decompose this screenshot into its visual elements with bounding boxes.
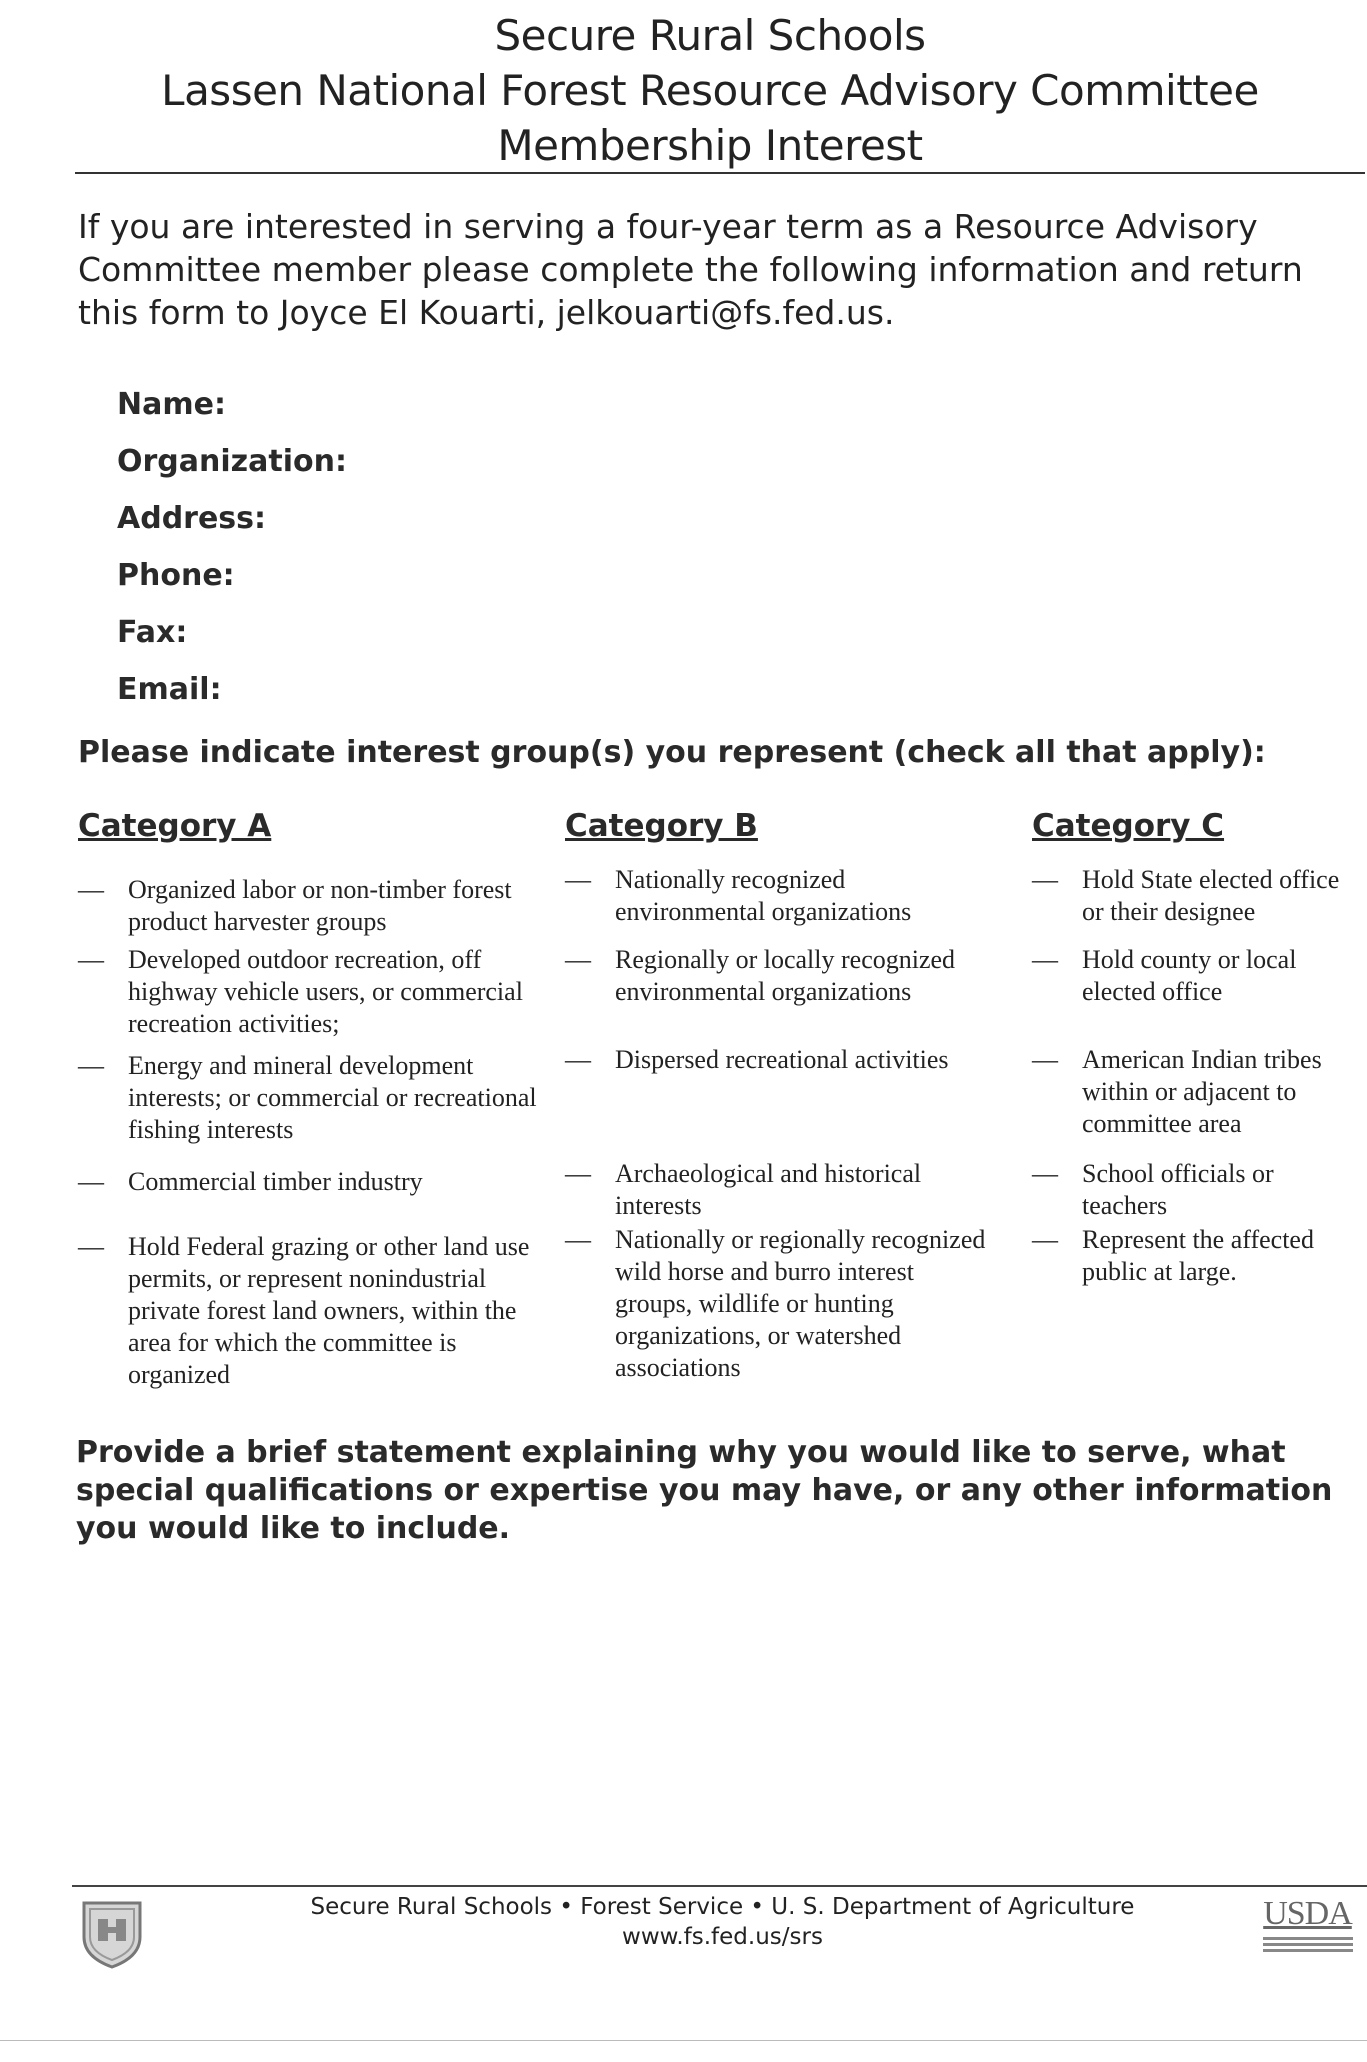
footer-website-link[interactable]: www.fs.fed.us/srs (622, 1924, 823, 1950)
footer-line-1: Secure Rural Schools • Forest Service • U. S. Department of Agriculture (310, 1894, 1135, 1920)
category-b-item-1-label: Nationally recognized environmental organizations (615, 865, 912, 926)
page-bottom-edge (0, 2040, 1367, 2041)
category-a-heading: Category A (78, 808, 272, 844)
checkbox-blank[interactable]: — (78, 1232, 104, 1261)
checkbox-blank[interactable]: — (1032, 1225, 1058, 1254)
category-b-item-3-label: Dispersed recreational activities (615, 1045, 949, 1074)
title-line-2: Lassen National Forest Resource Advisory Committee (161, 66, 1259, 115)
checkbox-blank[interactable]: — (1032, 1045, 1058, 1074)
category-a-item-5-label: Hold Federal grazing or other land use permits, or represent nonindustrial private forest land owners, within the area for which the committee is organized (128, 1232, 530, 1389)
checkbox-blank[interactable]: — (78, 1167, 104, 1196)
intro-paragraph: If you are interested in serving a four-year term as a Resource Advisory Committee member please complete the following information and return this form to Joyce El Kouarti, jelkouarti@fs.fed.us. (78, 207, 1303, 332)
checkbox-blank[interactable]: — (1032, 1159, 1058, 1188)
category-c-item-2[interactable] (1032, 944, 1362, 1008)
checkbox-blank[interactable]: — (1032, 865, 1058, 894)
category-a-item-3-label: Energy and mineral development interests; or commercial or recreational fishing interests (128, 1051, 537, 1144)
category-b-item-2-label: Regionally or locally recognized environmental organizations (615, 945, 956, 1006)
checkbox-blank[interactable]: — (565, 945, 591, 974)
category-a-item-4-label: Commercial timber industry (128, 1167, 423, 1196)
category-b-item-5-label: Nationally or regionally recognized wild horse and burro interest groups, wildlife or hunting organizations, or watershed associations (615, 1225, 986, 1382)
name-field[interactable]: Name: (117, 387, 226, 422)
category-a-item-2[interactable] (78, 944, 538, 1040)
category-b-item-5[interactable] (565, 1224, 995, 1384)
category-a-item-1-label: Organized labor or non-timber forest product harvester groups (128, 875, 512, 936)
email-field[interactable]: Email: (117, 672, 222, 707)
category-c-item-1[interactable] (1032, 864, 1362, 928)
category-b-item-1[interactable] (565, 864, 995, 928)
contact-fields (117, 385, 347, 727)
category-b-item-4[interactable] (565, 1158, 995, 1222)
checkbox-blank[interactable]: — (565, 1159, 591, 1188)
category-b-item-2[interactable] (565, 944, 995, 1008)
usda-logo-text: USDA (1263, 1895, 1352, 1932)
interest-groups-prompt: Please indicate interest group(s) you represent (check all that apply): (78, 735, 1266, 770)
footer-divider (72, 1885, 1367, 1887)
category-a-item-5[interactable] (78, 1231, 538, 1391)
usda-logo (1260, 1895, 1355, 1960)
organization-field[interactable]: Organization: (117, 444, 347, 479)
category-c-item-5-label: Represent the affected public at large. (1082, 1225, 1314, 1286)
category-a-item-3[interactable] (78, 1050, 538, 1146)
title-line-1: Secure Rural Schools (494, 11, 926, 60)
checkbox-blank[interactable]: — (78, 875, 104, 904)
category-b-column (565, 808, 995, 1382)
category-b-heading: Category B (565, 808, 758, 844)
category-c-item-5[interactable] (1032, 1224, 1362, 1288)
title-line-3: Membership Interest (497, 121, 923, 170)
title-block (80, 8, 1340, 173)
title-divider (75, 172, 1365, 174)
category-b-item-3[interactable] (565, 1044, 995, 1076)
category-c-heading: Category C (1032, 808, 1225, 844)
statement-prompt: Provide a brief statement explaining why you would like to serve, what special qualifications or expertise you may have, or any other information you would like to include. (76, 1435, 1333, 1546)
category-c-column (1032, 808, 1362, 1286)
category-c-item-2-label: Hold county or local elected office (1082, 945, 1297, 1006)
category-c-item-1-label: Hold State elected office or their designee (1082, 865, 1340, 926)
phone-field[interactable]: Phone: (117, 558, 235, 593)
category-b-item-4-label: Archaeological and historical interests (615, 1159, 922, 1220)
category-c-item-3[interactable] (1032, 1044, 1362, 1140)
category-a-column (78, 808, 538, 1389)
category-c-item-3-label: American Indian tribes within or adjacent to committee area (1082, 1045, 1322, 1138)
checkbox-blank[interactable]: — (78, 945, 104, 974)
checkbox-blank[interactable]: — (78, 1051, 104, 1080)
usda-logo-stripes (1263, 1937, 1353, 1955)
category-c-item-4[interactable] (1032, 1158, 1362, 1222)
checkbox-blank[interactable]: — (565, 1225, 591, 1254)
forest-service-shield-icon (78, 1897, 146, 1969)
checkbox-blank[interactable]: — (565, 1045, 591, 1074)
footer-text (220, 1892, 1225, 1952)
checkbox-blank[interactable]: — (1032, 945, 1058, 974)
category-a-item-1[interactable] (78, 874, 538, 938)
category-a-item-4[interactable] (78, 1166, 538, 1198)
address-field[interactable]: Address: (117, 501, 267, 536)
fax-field[interactable]: Fax: (117, 615, 188, 650)
category-c-item-4-label: School officials or teachers (1082, 1159, 1274, 1220)
category-a-item-2-label: Developed outdoor recreation, off highway vehicle users, or commercial recreation activities; (128, 945, 523, 1038)
checkbox-blank[interactable]: — (565, 865, 591, 894)
